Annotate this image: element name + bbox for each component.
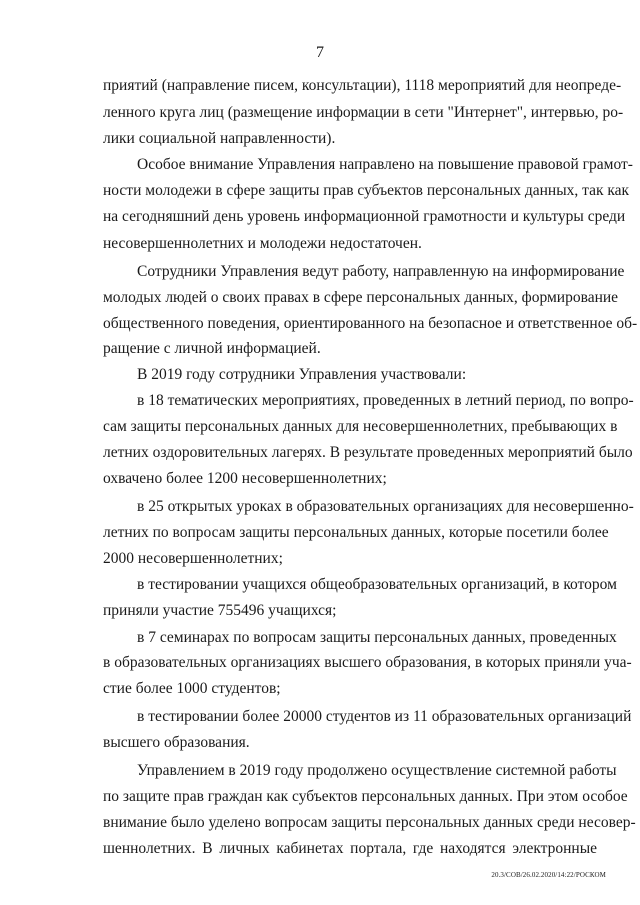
text-line: сам защиты персональных данных для несовершеннолетних, пребывающих в [103, 418, 618, 435]
text-line: В 2019 году сотрудники Управления участвовали: [137, 366, 467, 383]
text-line: 2000 несовершеннолетних; [103, 550, 283, 567]
text-line: приятий (направление писем, консультации), 1118 мероприятий для неопреде- [103, 77, 622, 94]
text-line: молодых людей о своих правах в сфере персональных данных, формирование [103, 289, 619, 306]
text-line: летних оздоровительных лагерях. В результате проведенных мероприятий было [103, 444, 633, 461]
text-line: в 25 открытых уроках в образовательных организациях для несовершенно- [137, 498, 634, 515]
page-number: 7 [316, 44, 324, 61]
text-line: на сегодняшний день уровень информационной грамотности и культуры среди [103, 208, 626, 225]
text-line: в 18 тематических мероприятиях, проведенных в летний период, по вопро- [137, 392, 634, 409]
text-line: по защите прав граждан как субъектов персональных данных. При этом особое [103, 788, 628, 805]
text-line: общественного поведения, ориентированного на безопасное и ответственное об- [103, 315, 638, 332]
text-line: в образовательных организациях высшего образования, в которых приняли уча- [103, 654, 632, 671]
text-line: стие более 1000 студентов; [103, 680, 281, 697]
text-line: в тестировании более 20000 студентов из 11 образовательных организаций [137, 708, 632, 725]
footer-registration-code: 20.3/СОВ/26.02.2020/14:22/РОСКОМ [491, 871, 606, 879]
text-line: Сотрудники Управления ведут работу, направленную на информирование [137, 263, 625, 280]
text-line: в 7 семинарах по вопросам защиты персональных данных, проведенных [137, 629, 617, 646]
text-line: внимание было уделено вопросам защиты персональных данных среди несовер- [103, 814, 636, 831]
text-line: в тестировании учащихся общеобразовательных организаций, в котором [137, 576, 617, 593]
text-line: охвачено более 1200 несовершеннолетних; [103, 470, 387, 487]
text-line: ленного круга лиц (размещение информации в сети "Интернет", интервью, ро- [103, 104, 624, 121]
text-line: шеннолетних. В личных кабинетах портала, где находятся электронные [103, 840, 597, 857]
text-line: Управлением в 2019 году продолжено осуществление системной работы [137, 762, 617, 779]
text-line: приняли участие 755496 учащихся; [103, 602, 337, 619]
text-line: Особое внимание Управления направлено на повышение правовой грамот- [137, 156, 633, 173]
text-line: ности молодежи в сфере защиты прав субъектов персональных данных, так как [103, 182, 630, 199]
text-line: ращение с личной информацией. [103, 340, 321, 357]
text-line: летних по вопросам защиты персональных данных, которые посетили более [103, 524, 609, 541]
text-line: несовершеннолетних и молодежи недостаточен. [103, 235, 422, 252]
text-line: лики социальной направленности). [103, 130, 336, 147]
text-line: высшего образования. [103, 734, 250, 751]
